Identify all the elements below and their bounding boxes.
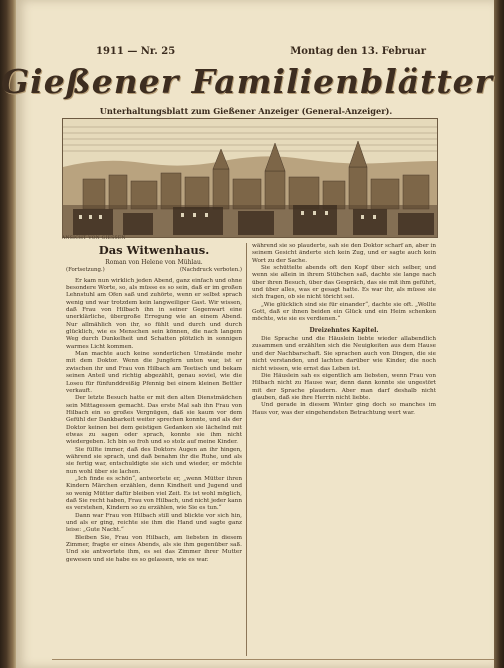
column-divider: [246, 243, 247, 656]
paragraph: Er kam nun wirklich jeden Abend, ganz einfach und ohne besondere Worte, so, als müsse es so sein, daß er im großen Lehnstuhl am Ofen saß und zuhörte, wenn er selbst sprach wenig und war trotzdem kein langweiliger Gast. Wir wissen, daß Frau von Hilbach ihn in seiner Gegenwart eine unerklärliche, übergroße Erregung wie an einem Abend. Nur allmählich von ihr, so fühlt und durch und durch glücklich, wie es Menschen sein können, die nach langem Weg durch Dunkelheit und Schatten plötzlich in sonnigen warmes Licht kommen.: [66, 277, 242, 350]
masthead-subtitle: Unterhaltungsblatt zum Gießener Anzeiger (General-Anzeiger).: [99, 106, 393, 116]
article-title: Das Witwenhaus.: [98, 243, 210, 257]
paragraph: Dann war Frau von Hilbach still und blickte vor sich hin, und als er ging, reichte sie ihm die Hand und sagte ganz leise: „Gute Nacht.“: [66, 512, 242, 534]
paragraph: Bleiben Sie, Frau von Hilbach, am liebsten in diesem Zimmer, fragte er eines Abends, als sie ihm gegenüber saß. Und sie antwortete ihm, es sei das Zimmer ihrer Mutter gewesen und sie habe es so gelassen, wie es war.: [66, 534, 242, 563]
article-meta: [66, 267, 242, 274]
paragraph: Sie schüttelte abends oft den Kopf über sich selber, und wenn sie allein in ihrem Stübchen saß, dachte sie lange nach über ihren Besuch, über das Gespräch, das sie mit ihm geführt, und über alles, was er gesagt hatte. Es war ihr, als müsse sie sich fragen, ob sie nicht töricht sei.: [252, 265, 436, 301]
reprint-notice: (Nachdruck verboten.): [179, 267, 242, 274]
paragraph: während sie so plauderte, sah sie den Doktor scharf an, aber in seinem Gesicht änderte sich kein Zug, und er sagte auch kein Wort zu der Sache.: [252, 243, 436, 264]
paragraph: „Wie glücklich sind sie für einander“, dachte sie oft. „Wollte Gott, daß er ihnen beiden ein Glück und ein Heim schenken möchte, wie sie es verdienen.“: [252, 301, 436, 323]
issue-number: 1911 — Nr. 25: [96, 46, 176, 57]
article-column-left: [66, 243, 242, 564]
page-edge: [494, 0, 504, 668]
masthead: [0, 60, 494, 102]
paragraph: Die Sprache und die Häuslein liebte wieder allabendlich zusammen und erzählten sich die Neuigkeiten aus dem Hause und der Nachbarschaft. Sie sprachen auch von Dingen, die sie nicht verstanden, und lachten darüber wie Kinder, die noch nicht wissen, wie ernst das Leben ist.: [252, 336, 436, 372]
chapter-heading: Dreizehntes Kapitel.: [309, 326, 379, 334]
paragraph: Und gerade in diesem Winter ging doch so manches im Haus vor, was der eingehendsten Betrachtung wert war.: [252, 402, 436, 416]
paragraph: Der letzte Besuch hatte er mit den alten Dienstmädchen sein Mittagessen gemacht. Das erste Mal sah ihn Frau von Hilbach ein so großes Vergnügen, daß sie kaum vor dem Gefühl der Dankbarkeit weiter sprechen konnte, und als der Doktor keinen bei dem geistigen Gedanken sie lächelnd mit etwas zu sagen oder sprach, konnte sie ihm nicht wiedergeben. Ich bin so froh und so stolz auf meine Kinder.: [66, 395, 242, 446]
issue-header: [96, 46, 426, 57]
page-bottom-rule: [52, 659, 494, 660]
city-panorama-image: [63, 119, 437, 237]
masthead-title: Gießener Familienblätter: [0, 61, 494, 101]
article-byline: Roman von Helene von Mühlau.: [105, 259, 203, 266]
illustration-caption: ANSICHT VON GIESSEN: [62, 236, 126, 241]
article-column-right: [252, 243, 436, 417]
city-panorama-engraving: [62, 118, 438, 238]
issue-date: Montag den 13. Februar: [290, 46, 426, 57]
continued-note: (Fortsetzung.): [66, 267, 105, 274]
paragraph: Sie füllte immer, daß des Doktors Augen an ihr hingen, während sie sprach, und daß benahm ihr die Ruhe, und als sie fertig war, entschuldigte sie sich und wieder, er möchte nun wohl über sie lachen.: [66, 446, 242, 475]
paragraph: „Ich finde es schön“, antwortete er, „wenn Mütter ihren Kindern Märchen erzählen, denn Kindheit und Jugend und so wenig Mütter dafür bleiben viel Zeit. Es ist wohl möglich, daß Sie recht haben, Frau von Hilbach, und nicht jeder kann es verstehen, Kindern so zu erzählen, wie Sie es tun.“: [66, 475, 242, 512]
paragraph: Die Häuslein sah es eigentlich am liebsten, wenn Frau von Hilbach nicht zu Hause war, denn dann konnte sie ungestört mit der Sprache plaudern. Aber man darf deshalb nicht glauben, daß sie ihre Herrin nicht liebte.: [252, 372, 436, 401]
paragraph: Man machte auch keine sonderlichen Umstände mehr mit dem Doktor. Wenn die Jungfern unten war, ist er zwischen ihr und Frau von Hilbach am Teetisch und bekam seinen Anteil und richtig abgezählt, genau soviel, wie die Loseu für fünfunddreißig Pfennig bei einem kleinen Bettler verkauft.: [66, 351, 242, 394]
